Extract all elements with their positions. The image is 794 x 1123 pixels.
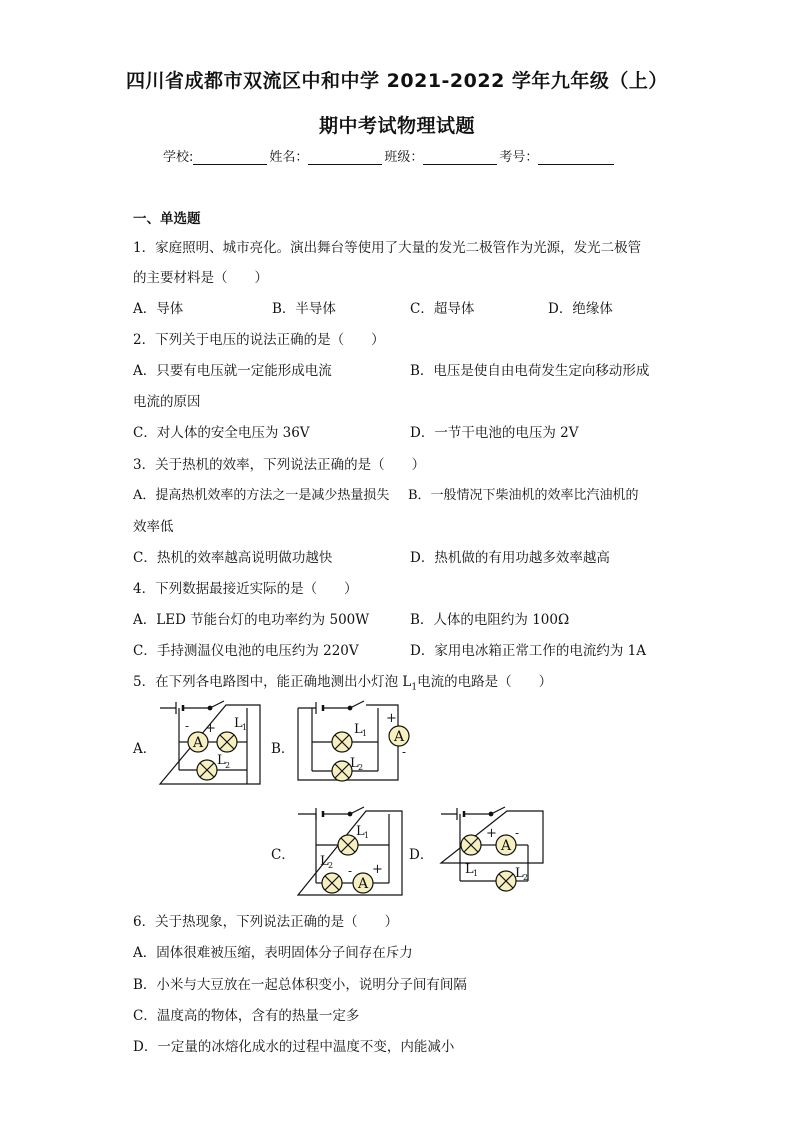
svg-text:1: 1 [364, 831, 370, 840]
q2-option-c[interactable]: C．对人体的安全电压为 36V [133, 425, 310, 441]
q3-option-c[interactable]: C．热机的效率越高说明做功越快 [133, 550, 333, 566]
q6-option-a[interactable]: A．固体很难被压缩，表明固体分子间存在斥力 [133, 945, 413, 961]
q2-option-a[interactable]: A．只要有电压就一定能形成电流 [133, 363, 332, 379]
circuit-c-diagram [294, 803, 409, 901]
q2-stem: 2．下列关于电压的说法正确的是（ ） [133, 332, 385, 348]
class-blank[interactable] [423, 150, 497, 165]
q4-option-a[interactable]: A．LED 节能台灯的电功率约为 500W [133, 612, 370, 628]
svg-text:+: + [372, 862, 383, 877]
q5-stem-sub: 1 [411, 682, 418, 693]
q5-stem-prefix: 5．在下列各电路图中，能正确地测出小灯泡 L [133, 674, 412, 690]
class-label: 班级： [384, 150, 424, 165]
svg-text:L: L [234, 716, 243, 731]
q3-stem: 3．关于热机的效率，下列说法正确的是（ ） [133, 457, 426, 473]
circuit-c-ammeter-label: A [358, 876, 369, 892]
q3-option-d[interactable]: D．热机做的有用功越多效率越高 [410, 550, 610, 566]
svg-text:L: L [354, 722, 363, 737]
name-blank[interactable] [308, 150, 382, 165]
svg-text:L: L [217, 753, 226, 768]
svg-text:L: L [320, 854, 329, 869]
svg-text:1: 1 [362, 729, 368, 738]
svg-text:2: 2 [523, 873, 529, 882]
q1-option-b[interactable]: B．半导体 [272, 301, 336, 317]
q5-option-d[interactable]: D． [409, 847, 434, 863]
q6-option-b[interactable]: B．小米与大豆放在一起总体积变小，说明分子间有间隔 [133, 977, 467, 993]
q5-stem-suffix: 电流的电路是（ ） [417, 674, 553, 690]
q1-stem-line1: 1．家庭照明、城市亮化。演出舞台等使用了大量的发光二极管作为光源，发光二极管 [133, 240, 642, 256]
q6-option-c[interactable]: C．温度高的物体，含有的热量一定多 [133, 1008, 360, 1024]
svg-text:-: - [402, 745, 407, 759]
svg-text:1: 1 [242, 723, 248, 732]
q1-option-a[interactable]: A．导体 [133, 301, 184, 317]
q5-option-b[interactable]: B． [271, 741, 295, 757]
exam-title-line1: 四川省成都市双流区中和中学 2021-2022 学年九年级（上） [126, 70, 668, 92]
svg-text:L: L [465, 862, 474, 877]
svg-text:L: L [356, 824, 365, 839]
id-label: 考号： [499, 150, 539, 165]
q4-stem: 4．下列数据最接近实际的是（ ） [133, 581, 358, 597]
q3-option-b-cont: 效率低 [133, 519, 174, 535]
circuit-b-ammeter-label: A [394, 729, 405, 745]
name-label: 姓名： [269, 150, 309, 165]
q3-option-b[interactable]: B．一般情况下柴油机的效率比汽油机的 [408, 488, 639, 503]
svg-text:2: 2 [328, 861, 334, 870]
svg-text:L: L [515, 866, 524, 881]
q5-stem [133, 670, 552, 693]
student-info-row [163, 146, 616, 165]
q2-option-b-cont: 电流的原因 [133, 394, 201, 410]
circuit-d-ammeter-label: A [501, 838, 512, 854]
school-label: 学校: [163, 150, 194, 165]
svg-text:1: 1 [473, 869, 479, 878]
section-title: 一、单选题 [133, 211, 201, 227]
q5-option-c[interactable]: C． [271, 847, 295, 863]
q2-option-b[interactable]: B．电压是使自由电荷发生定向移动形成 [410, 363, 650, 379]
svg-text:-: - [515, 826, 520, 840]
q6-stem: 6．关于热现象，下列说法正确的是（ ） [133, 914, 399, 930]
svg-text:+: + [386, 711, 397, 726]
svg-text:-: - [185, 719, 190, 733]
q3-option-a[interactable]: A．提高热机效率的方法之一是减少热量损失 [133, 488, 390, 503]
svg-text:2: 2 [225, 761, 231, 770]
exam-title-line2: 期中考试物理试题 [318, 115, 475, 137]
id-blank[interactable] [538, 150, 614, 165]
q1-option-c[interactable]: C．超导体 [410, 301, 475, 317]
q5-option-a[interactable]: A． [133, 741, 157, 757]
svg-text:L: L [350, 756, 359, 771]
q4-option-b[interactable]: B．人体的电阻约为 100Ω [410, 612, 570, 628]
q2-option-d[interactable]: D．一节干电池的电压为 2V [410, 425, 579, 441]
circuit-b-diagram [294, 700, 414, 798]
circuit-a-ammeter-label: A [193, 735, 204, 751]
circuit-a-diagram [152, 700, 267, 798]
circuit-d-diagram [433, 803, 548, 901]
q1-option-d[interactable]: D．绝缘体 [548, 301, 613, 317]
q4-option-d[interactable]: D．家用电冰箱正常工作的电流约为 1A [410, 643, 646, 659]
q6-option-d[interactable]: D．一定量的冰熔化成水的过程中温度不变，内能减小 [133, 1039, 455, 1055]
svg-text:+: + [205, 721, 216, 736]
q1-stem-line2: 的主要材料是（ ） [133, 270, 268, 286]
school-blank[interactable] [193, 150, 267, 165]
svg-text:2: 2 [358, 763, 364, 772]
svg-text:-: - [348, 864, 353, 878]
svg-text:+: + [486, 826, 497, 841]
q4-option-c[interactable]: C．手持测温仪电池的电压约为 220V [133, 643, 359, 659]
